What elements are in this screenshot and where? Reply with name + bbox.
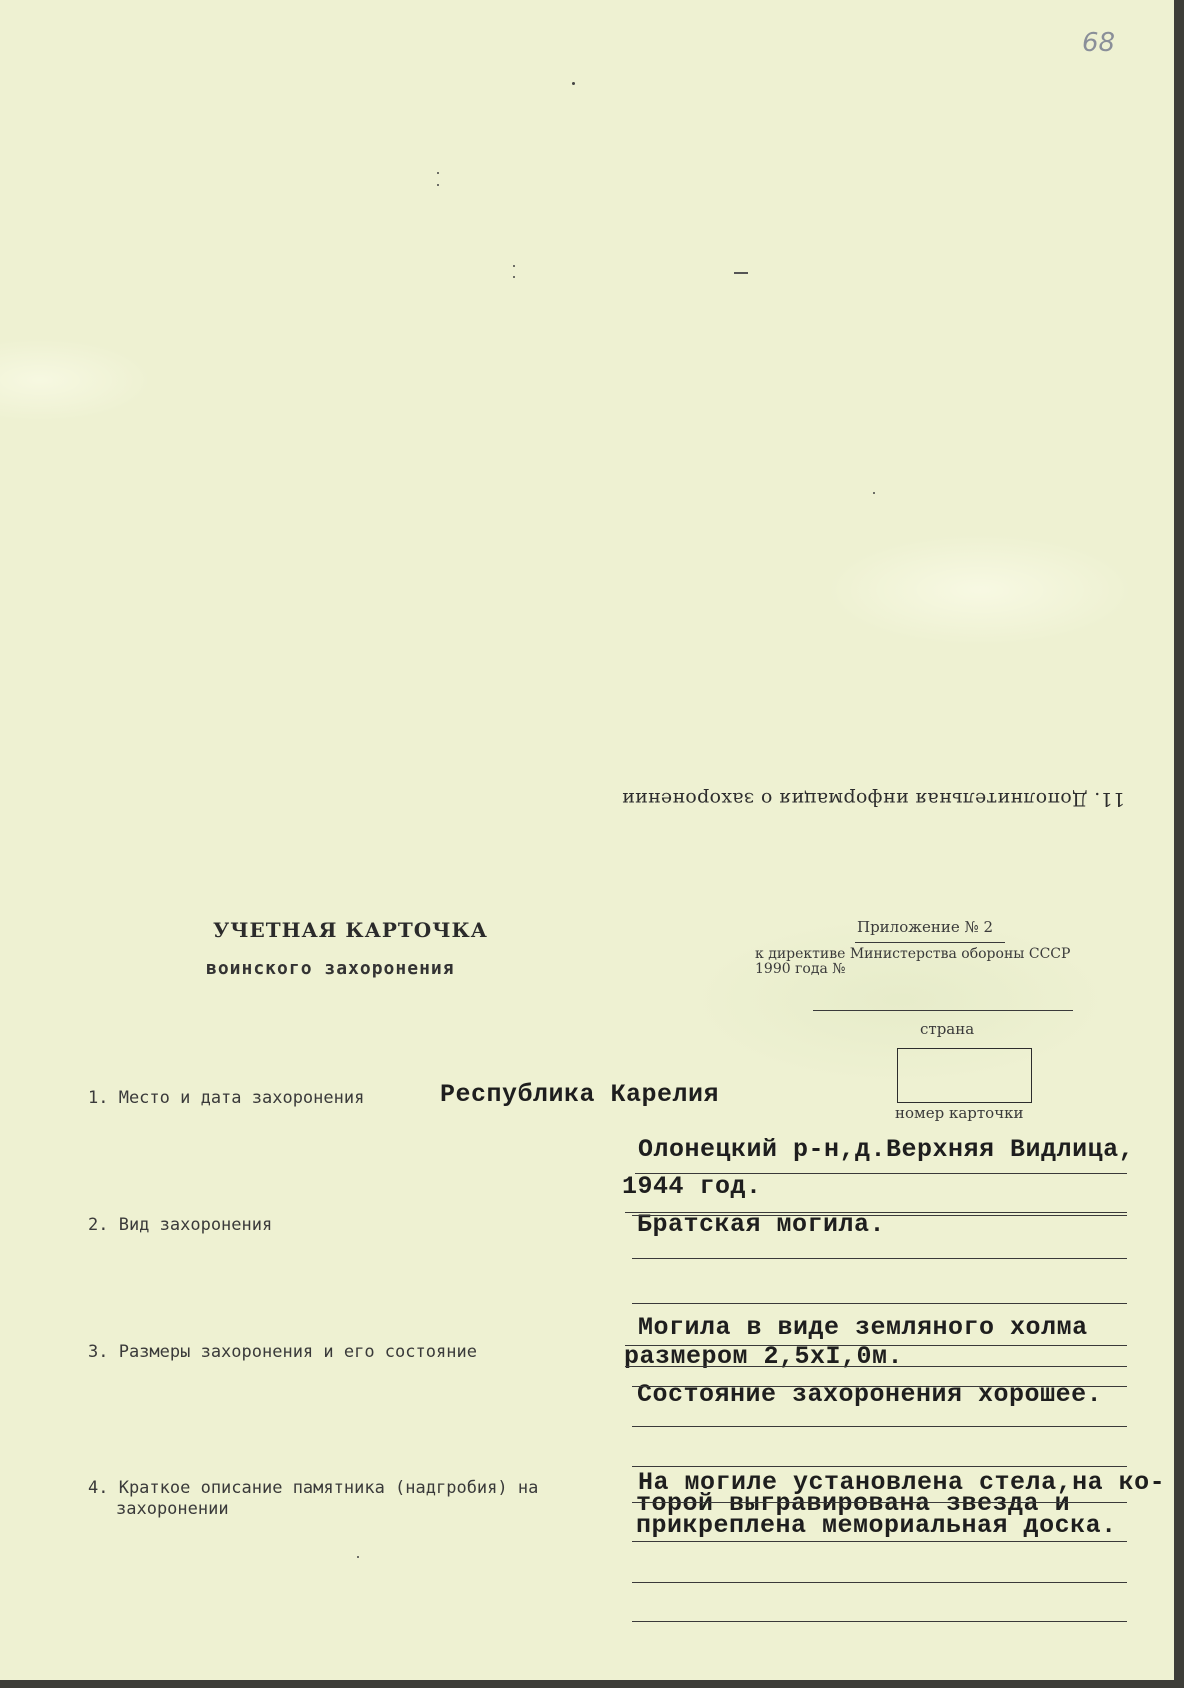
field-value-place-line-3: 1944 год. bbox=[622, 1172, 762, 1201]
field-value-size-line-2: размером 2,5хI,0м. bbox=[624, 1342, 904, 1371]
card-number-label: номер карточки bbox=[895, 1104, 1024, 1122]
field-label-monument-line-2: захоронении bbox=[116, 1499, 229, 1519]
form-line bbox=[632, 1258, 1127, 1259]
field-value-monument-line-1: На могиле установлена стела,на ко- bbox=[638, 1468, 1166, 1497]
field-value-monument-line-2: торой выгравирована звезда и bbox=[636, 1489, 1071, 1518]
paper-speck bbox=[513, 276, 515, 278]
field-value-monument-line-3: прикреплена мемориальная доска. bbox=[636, 1511, 1117, 1540]
form-line bbox=[632, 1303, 1127, 1304]
card-title: УЧЕТНАЯ КАРТОЧКА bbox=[213, 918, 488, 942]
paper-speck bbox=[513, 265, 515, 267]
paper-speck bbox=[873, 492, 875, 494]
form-line bbox=[632, 1215, 1127, 1216]
field-value-condition: Состояние захоронения хорошее. bbox=[637, 1380, 1103, 1409]
field-value-place-line-1: Республика Карелия bbox=[440, 1080, 720, 1109]
scan-edge-bottom bbox=[0, 1680, 1184, 1688]
scan-edge-right bbox=[1174, 0, 1184, 1688]
field-value-burial-type: Братская могила. bbox=[637, 1210, 886, 1239]
country-label: страна bbox=[920, 1020, 975, 1038]
field-label-burial-type: 2. Вид захоронения bbox=[88, 1215, 273, 1235]
card-subtitle: воинского захоронения bbox=[206, 958, 455, 979]
page-number: 68 bbox=[1082, 28, 1116, 58]
form-line bbox=[632, 1386, 1127, 1387]
field-value-size-line-1: Могила в виде земляного холма bbox=[638, 1313, 1088, 1342]
paper-speck bbox=[357, 1556, 359, 1558]
form-line bbox=[632, 1541, 1127, 1542]
form-line bbox=[632, 1621, 1127, 1622]
upside-down-heading: 11. Дополнительная информация о захоронении bbox=[621, 788, 1125, 810]
form-line bbox=[632, 1466, 1127, 1467]
form-line bbox=[625, 1366, 1127, 1367]
country-line bbox=[813, 1010, 1073, 1011]
field-label-place-date: 1. Место и дата захоронения bbox=[88, 1088, 365, 1108]
field-label-monument-line-1: 4. Краткое описание памятника (надгробия) на bbox=[88, 1478, 539, 1498]
form-line bbox=[632, 1502, 1127, 1503]
field-value-place-line-2: Олонецкий р-н,д.Верхняя Видлица, bbox=[638, 1135, 1135, 1164]
appendix-line-2: 1990 года № bbox=[755, 961, 846, 977]
paper-speck bbox=[572, 82, 575, 85]
paper-speck bbox=[437, 184, 439, 186]
appendix-title: Приложение № 2 bbox=[857, 918, 994, 936]
appendix-line-1: к директиве Министерства обороны СССР bbox=[755, 946, 1071, 962]
field-label-size-condition: 3. Размеры захоронения и его состояние bbox=[88, 1342, 477, 1362]
appendix-underline bbox=[855, 942, 1005, 943]
form-line bbox=[632, 1582, 1127, 1583]
paper-mark bbox=[734, 272, 748, 274]
card-number-box bbox=[897, 1048, 1032, 1103]
paper-speck bbox=[437, 172, 439, 174]
form-line bbox=[632, 1426, 1127, 1427]
